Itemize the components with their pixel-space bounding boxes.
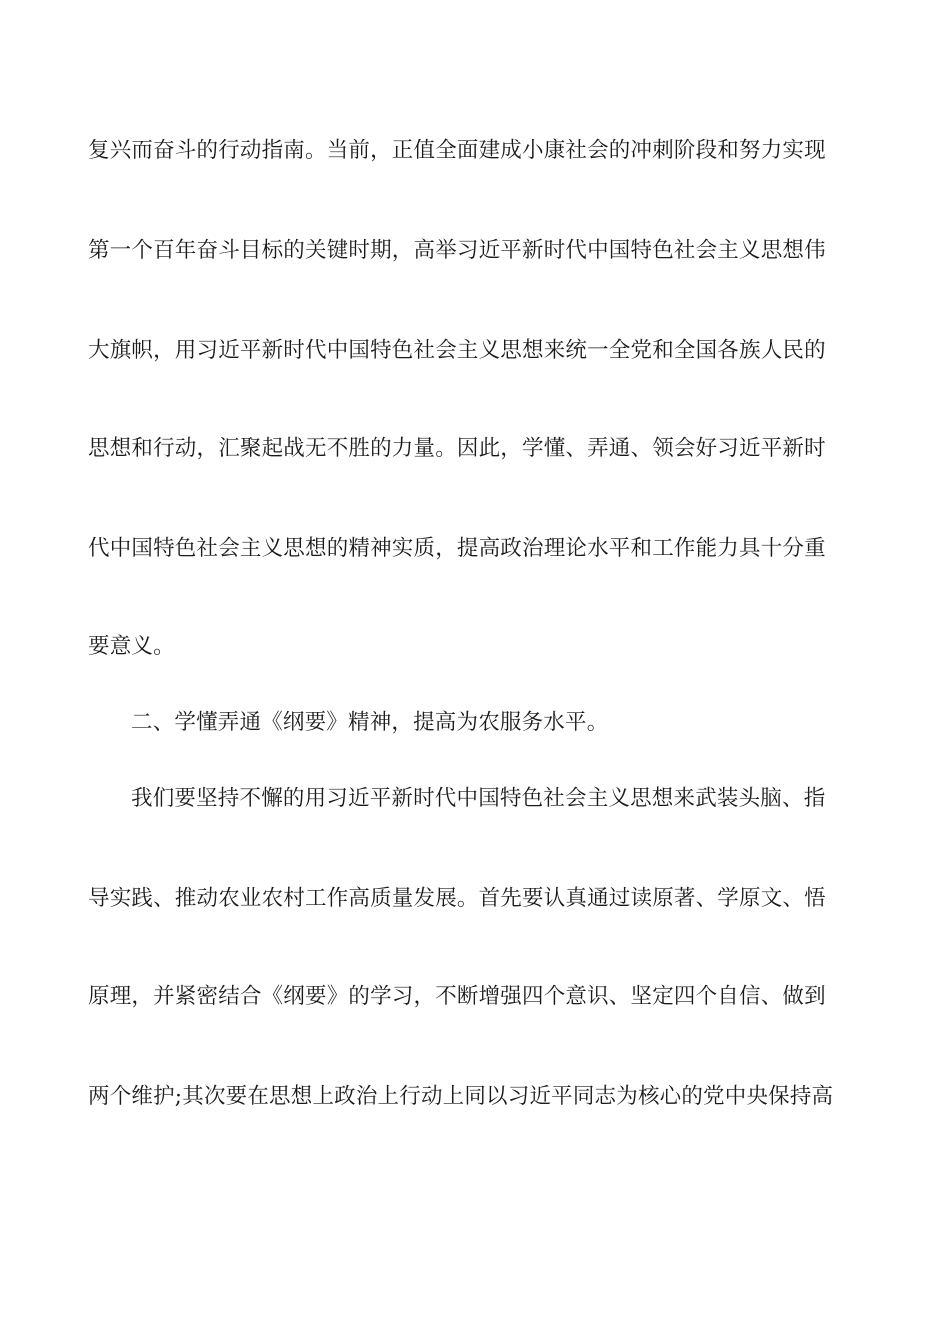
paragraph-line: 复兴而奋斗的行动指南。当前，正值全面建成小康社会的冲刺阶段和努力实现 xyxy=(88,138,826,163)
paragraph-line: 我们要坚持不懈的用习近平新时代中国特色社会主义思想来武装头脑、指 xyxy=(131,786,826,811)
paragraph-line: 原理，并紧密结合《纲要》的学习，不断增强四个意识、坚定四个自信、做到 xyxy=(88,984,826,1009)
paragraph-line: 思想和行动，汇聚起战无不胜的力量。因此，学懂、弄通、领会好习近平新时 xyxy=(88,436,826,461)
paragraph-line: 第一个百年奋斗目标的关键时期，高举习近平新时代中国特色社会主义思想伟 xyxy=(88,238,826,263)
paragraph-line: 代中国特色社会主义思想的精神实质，提高政治理论水平和工作能力具十分重 xyxy=(88,536,826,561)
paragraph-line: 导实践、推动农业农村工作高质量发展。首先要认真通过读原著、学原文、悟 xyxy=(88,886,826,911)
section-heading: 二、学懂弄通《纲要》精神，提高为农服务水平。 xyxy=(131,710,609,735)
paragraph-line: 大旗帜，用习近平新时代中国特色社会主义思想来统一全党和全国各族人民的 xyxy=(88,338,826,363)
paragraph-line: 要意义。 xyxy=(88,634,175,659)
paragraph-line: 两个维护;其次要在思想上政治上行动上同以习近平同志为核心的党中央保持高 xyxy=(88,1084,834,1109)
